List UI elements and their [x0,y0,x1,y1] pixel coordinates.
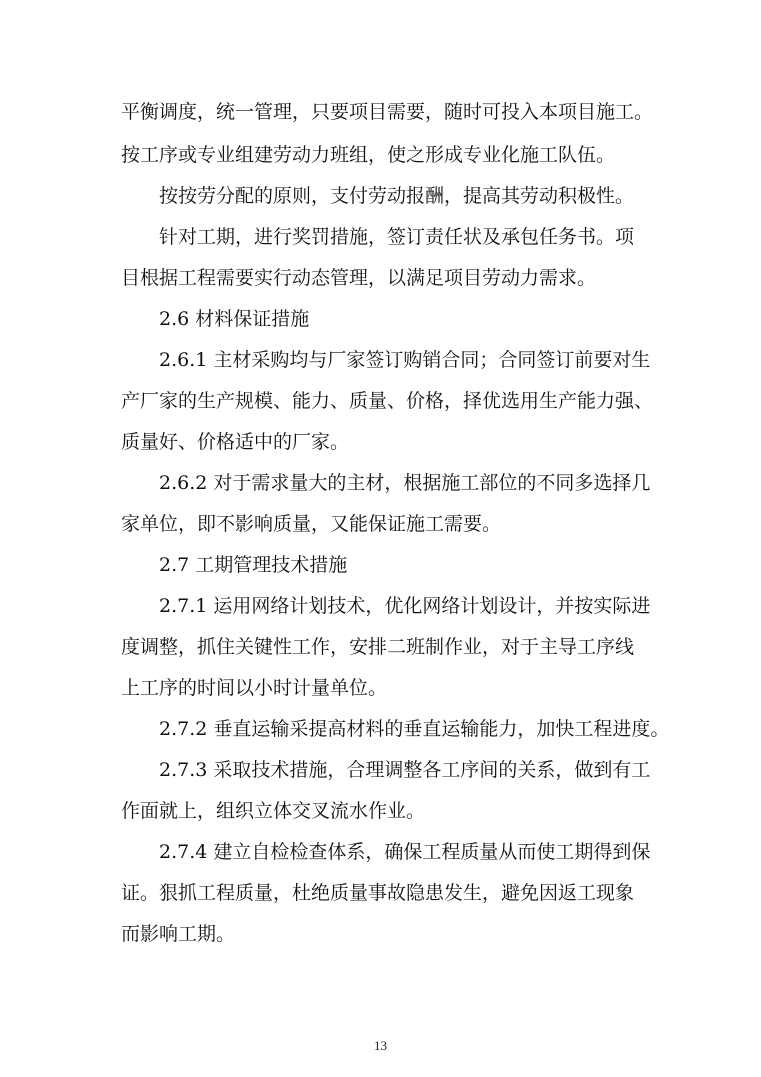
page-number: 13 [374,1038,387,1053]
paragraph-line: 2.6.1 主材采购均与厂家签订购销合同；合同签订前要对生 [159,349,651,371]
paragraph-line: 2.6.2 对于需求量大的主材，根据施工部位的不同多选择几 [159,472,651,494]
paragraph-line: 质量好、价格适中的厂家。 [121,431,350,453]
section-heading: 2.7 工期管理技术措施 [159,554,348,576]
paragraph-line: 2.7.1 运用网络计划技术，优化网络计划设计，并按实际进 [159,595,651,617]
paragraph-line: 家单位，即不影响质量，又能保证施工需要。 [121,513,502,535]
paragraph-line: 目根据工程需要实行动态管理，以满足项目劳动力需求。 [121,267,597,289]
paragraph-line: 作面就上，组织立体交叉流水作业。 [121,800,426,822]
paragraph-line: 2.7.2 垂直运输采提高材料的垂直运输能力，加快工程进度。 [159,718,670,740]
paragraph-line: 而影响工期。 [121,923,236,945]
paragraph-line: 上工序的时间以小时计量单位。 [121,677,388,699]
paragraph-line: 证。狠抓工程质量，杜绝质量事故隐患发生，避免因返工现象 [121,882,635,904]
paragraph-line: 产厂家的生产规模、能力、质量、价格，择优选用生产能力强、 [121,390,654,412]
section-heading: 2.6 材料保证措施 [159,308,310,330]
paragraph-line: 按工序或专业组建劳动力班组，使之形成专业化施工队伍。 [121,144,616,166]
paragraph-line: 针对工期，进行奖罚措施，签订责任状及承包任务书。项 [159,226,635,248]
paragraph-line: 2.7.3 采取技术措施，合理调整各工序间的关系，做到有工 [159,759,651,781]
paragraph-line: 度调整，抓住关键性工作，安排二班制作业，对于主导工序线 [121,636,635,658]
paragraph-line: 2.7.4 建立自检检查体系，确保工程质量从而使工期得到保 [159,841,651,863]
paragraph-line: 平衡调度，统一管理，只要项目需要，随时可投入本项目施工。 [121,101,654,123]
paragraph-line: 按按劳分配的原则，支付劳动报酬，提高其劳动积极性。 [159,185,635,207]
